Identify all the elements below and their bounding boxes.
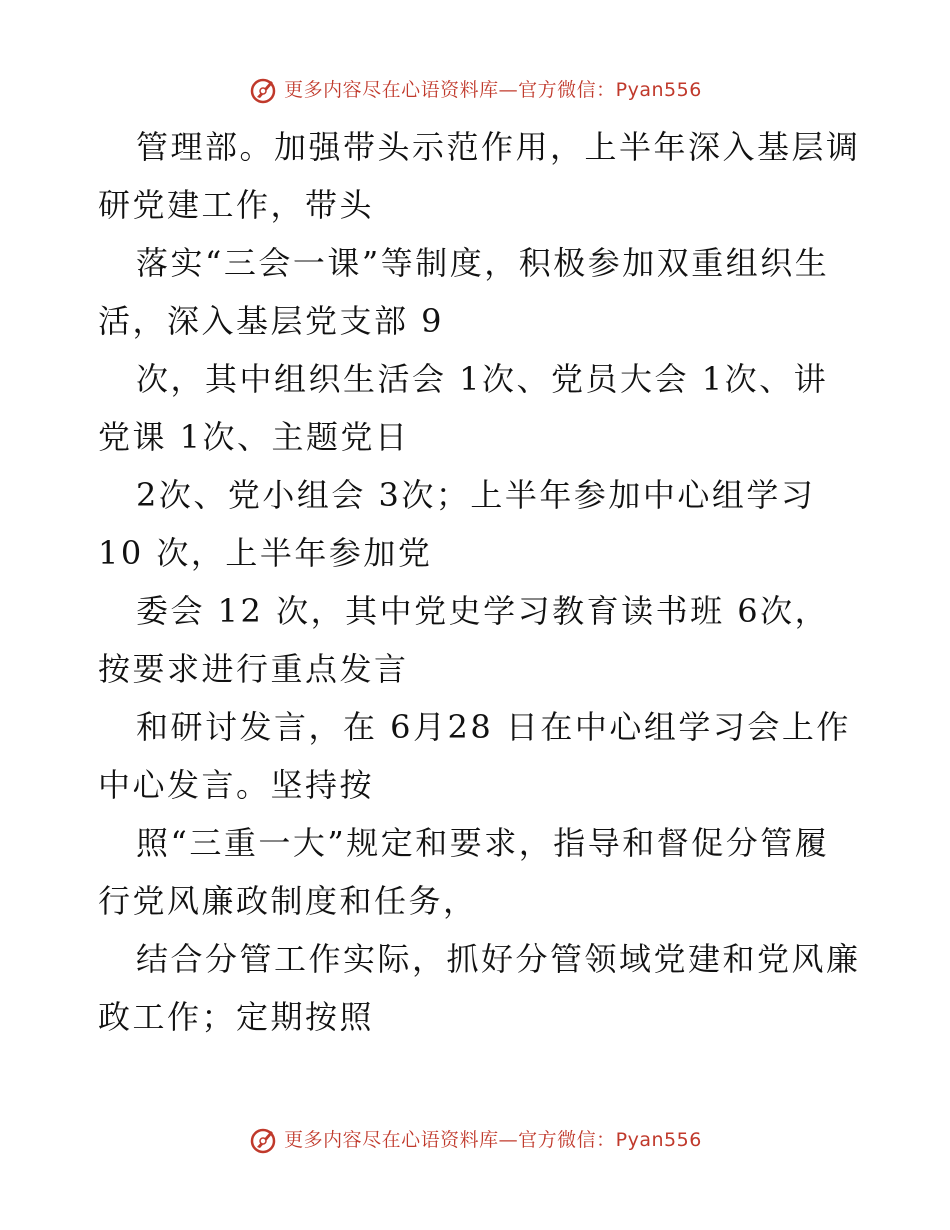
paragraph-line: 10 次，上半年参加党: [98, 534, 433, 572]
header-watermark-banner: [0, 70, 950, 110]
quill-logo-icon: [248, 75, 278, 105]
wechat-id: Pyan556: [615, 1128, 702, 1151]
paragraph-line: 落实“三会一课”等制度，积极参加双重组织生: [136, 244, 830, 282]
paragraph: [98, 234, 858, 350]
paragraph-line: 委会 12 次，其中党史学习教育读书班 6次，: [136, 592, 830, 630]
paragraph-line: 结合分管工作实际，抓好分管领域党建和党风廉: [136, 940, 861, 978]
paragraph: [98, 350, 858, 466]
paragraph-line: 党课 1次、主题党日: [98, 418, 410, 456]
banner-text: 更多内容尽在心语资料库—官方微信：Pyan556: [284, 1128, 702, 1151]
paragraph: [98, 698, 858, 814]
footer-watermark-banner: [0, 1120, 950, 1160]
wechat-id: Pyan556: [615, 78, 702, 101]
quill-logo-icon: [248, 1125, 278, 1155]
document-body: [98, 118, 861, 1046]
paragraph-line: 管理部。加强带头示范作用，上半年深入基层调: [136, 128, 861, 166]
paragraph: [98, 118, 861, 234]
paragraph: [98, 466, 858, 582]
paragraph: [98, 930, 861, 1046]
paragraph: [98, 814, 858, 930]
banner-text: 更多内容尽在心语资料库—官方微信：Pyan556: [284, 78, 702, 101]
paragraph-line: 活，深入基层党支部 9: [98, 302, 445, 340]
paragraph-line: 中心发言。坚持按: [98, 766, 375, 804]
paragraph-line: 和研讨发言，在 6月28 日在中心组学习会上作: [136, 708, 851, 746]
paragraph-line: 研党建工作，带头: [98, 186, 375, 224]
paragraph-line: 行党风廉政制度和任务，: [98, 882, 478, 920]
paragraph-line: 次，其中组织生活会 1次、党员大会 1次、讲: [136, 360, 829, 398]
paragraph-line: 政工作；定期按照: [98, 998, 375, 1036]
paragraph-line: 按要求进行重点发言: [98, 650, 409, 688]
paragraph-line: 2次、党小组会 3次；上半年参加中心组学习: [136, 476, 816, 514]
paragraph: [98, 582, 858, 698]
paragraph-line: 照“三重一大”规定和要求，指导和督促分管履: [136, 824, 830, 862]
